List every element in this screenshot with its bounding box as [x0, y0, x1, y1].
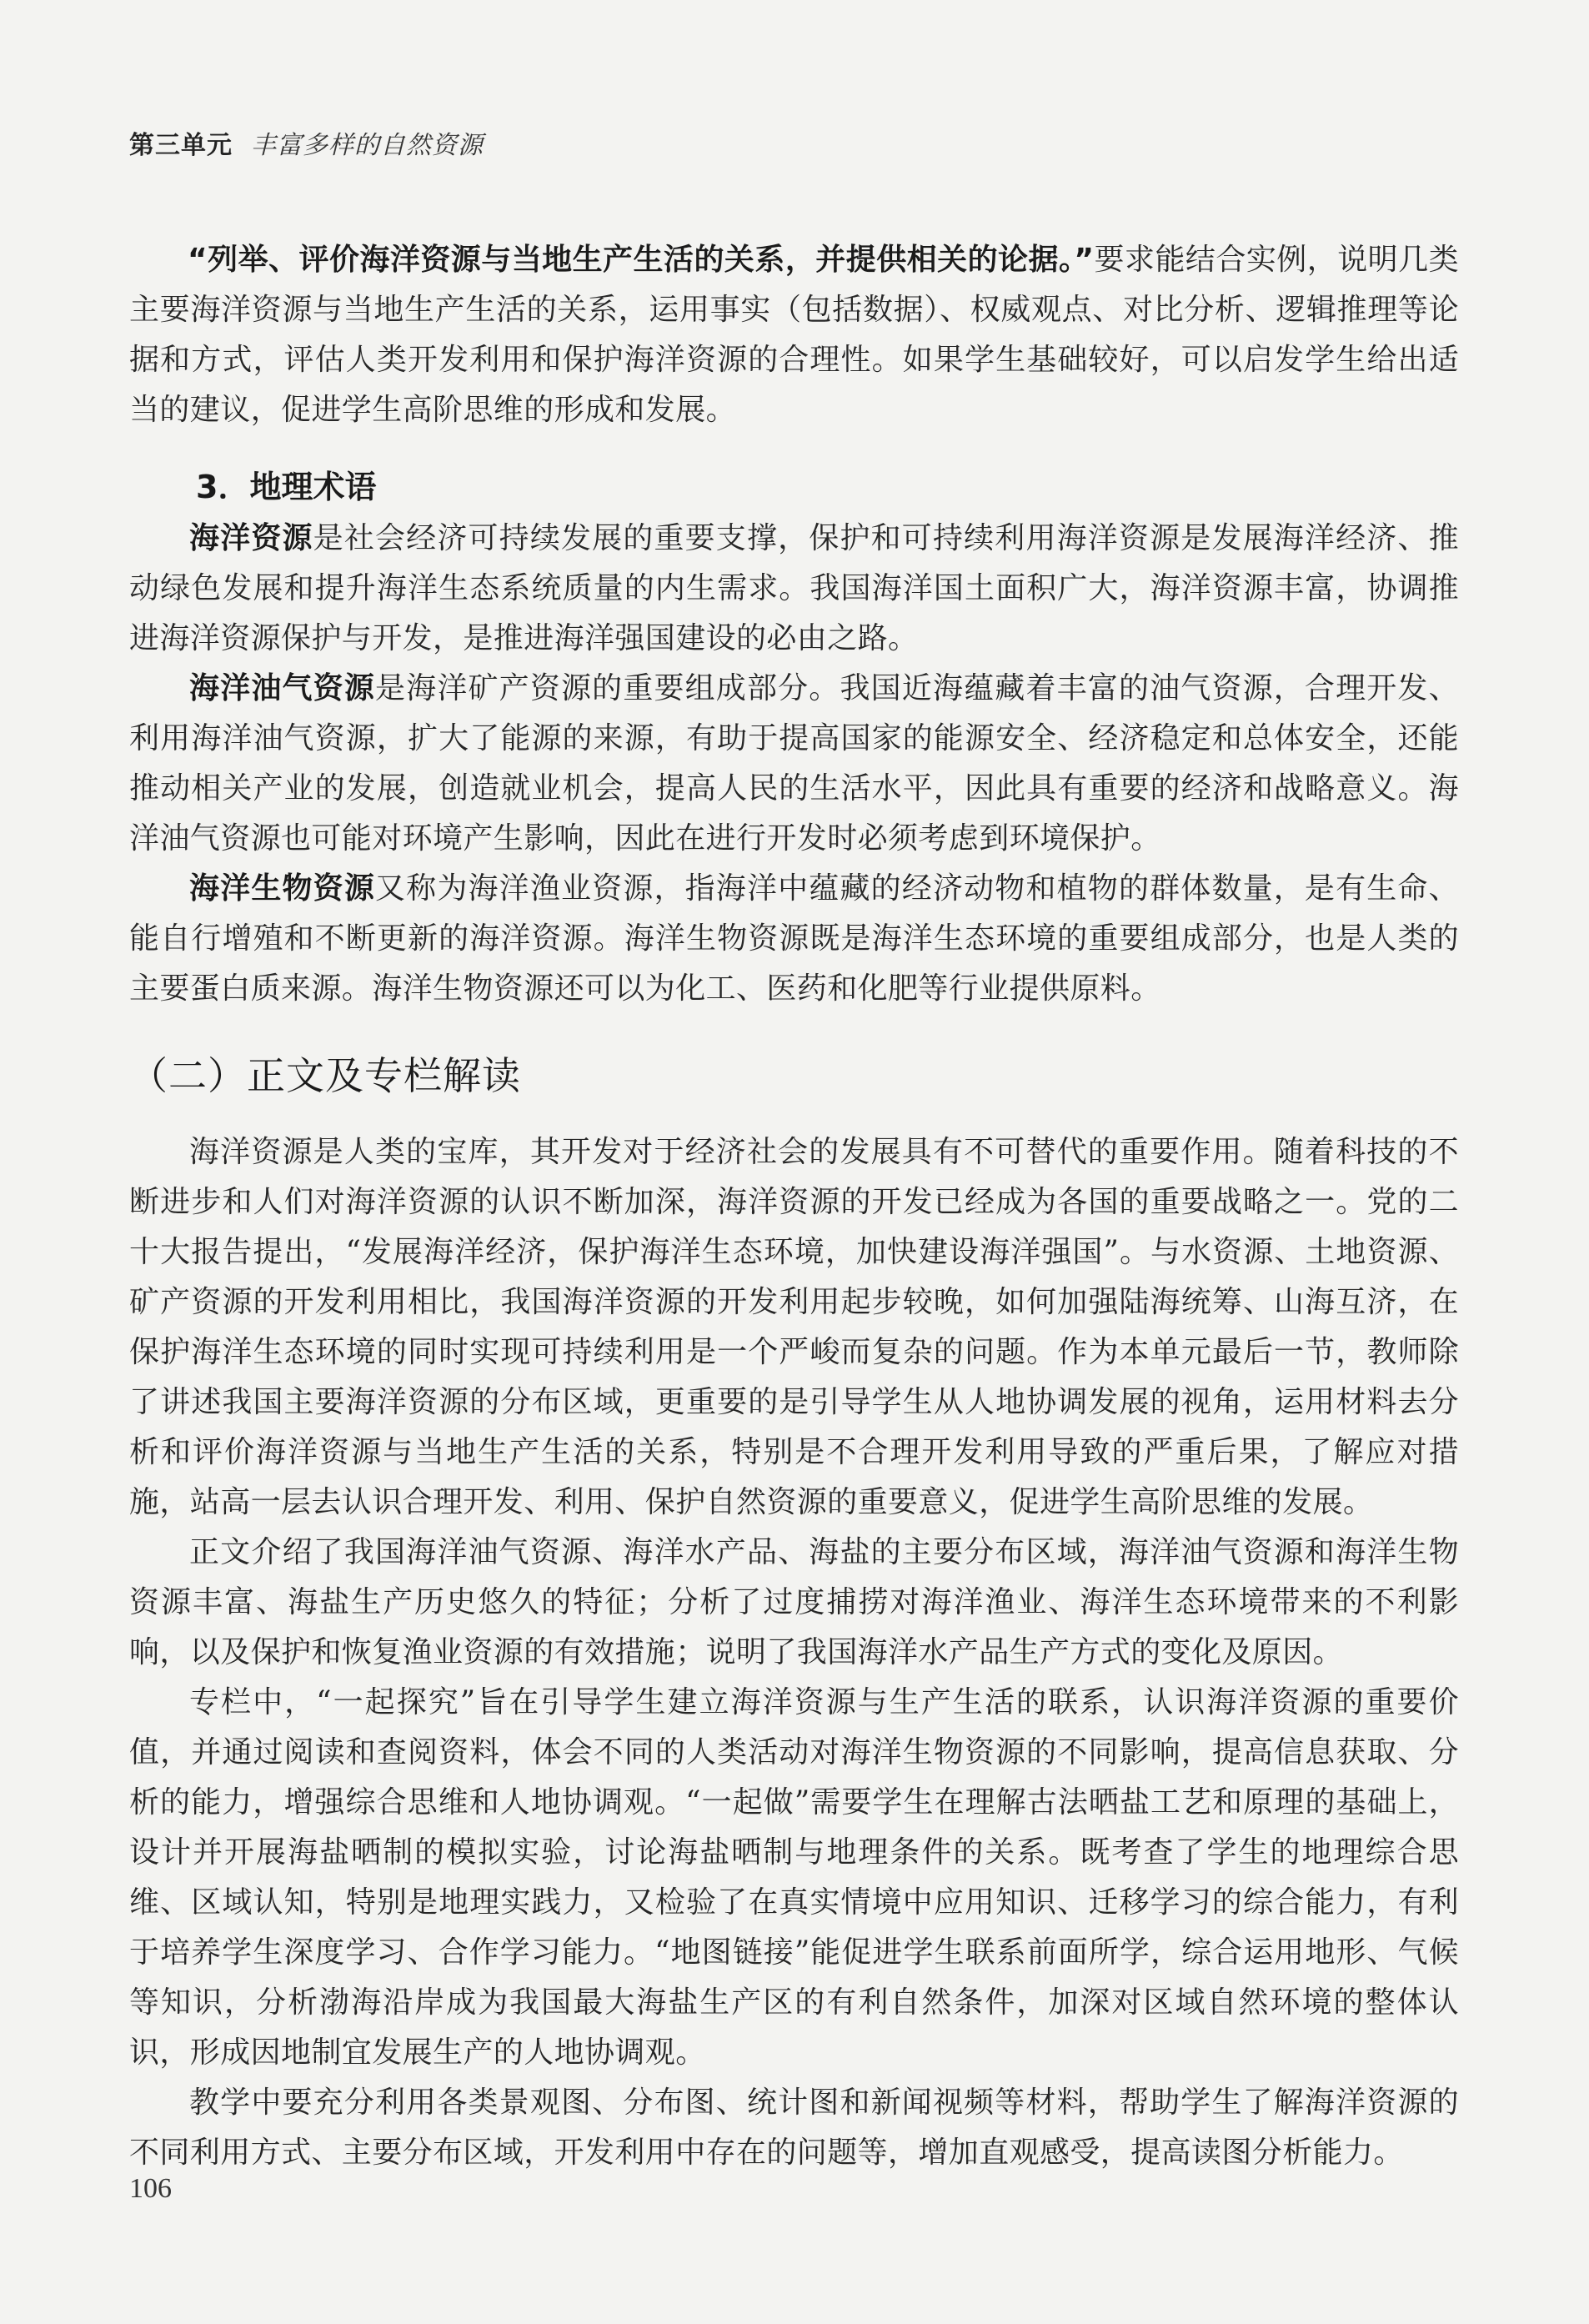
- body-paragraph: 正文介绍了我国海洋油气资源、海洋水产品、海盐的主要分布区域，海洋油气资源和海洋生物资源丰富、海盐生产历史悠久的特征；分析了过度捕捞对海洋渔业、海洋生态环境带来的不利影响，以及保护和恢复渔业资源的有效措施；说明了我国海洋水产品生产方式的变化及原因。: [129, 1535, 1459, 1669]
- term-name: 海洋生物资源: [189, 871, 375, 906]
- requirement-paragraph: [129, 235, 1459, 435]
- term-definition: 又称为海洋渔业资源，指海洋中蕴藏的经济动物和植物的群体数量，是有生命、能自行增殖和不断更新的海洋资源。海洋生物资源既是海洋生态环境的重要组成部分，也是人类的主要蛋白质来源。海洋生物资源还可以为化工、医药和化肥等行业提供原料。: [129, 871, 1459, 1006]
- requirement-text: 要求能结合实例，说明几类主要海洋资源与当地生产生活的关系，运用事实（包括数据）、权威观点、对比分析、逻辑推理等论据和方式，评估人类开发利用和保护海洋资源的合理性。如果学生基础较好，可以启发学生给出适当的建议，促进学生高阶思维的形成和发展。: [129, 243, 1459, 427]
- term-paragraph-biological: [129, 864, 1459, 1014]
- term-name: 海洋油气资源: [189, 671, 375, 705]
- term-definition: 是海洋矿产资源的重要组成部分。我国近海蕴藏着丰富的油气资源，合理开发、利用海洋油气资源，扩大了能源的来源，有助于提高国家的能源安全、经济稳定和总体安全，还能推动相关产业的发展，创造就业机会，提高人民的生活水平，因此具有重要的经济和战略意义。海洋油气资源也可能对环境产生影响，因此在进行开发时必须考虑到环境保护。: [129, 671, 1459, 856]
- requirement-quote: “列举、评价海洋资源与当地生产生活的关系，并提供相关的论据。”: [188, 243, 1095, 277]
- page-number: 106: [129, 2173, 172, 2204]
- body-paragraph: 教学中要充分利用各类景观图、分布图、统计图和新闻视频等材料，帮助学生了解海洋资源的不同利用方式、主要分布区域，开发利用中存在的问题等，增加直观感受，提高读图分析能力。: [129, 2086, 1459, 2170]
- unit-title: 丰富多样的自然资源: [251, 131, 484, 160]
- unit-label: 第三单元: [129, 131, 233, 160]
- term-paragraph-ocean-resources: [129, 514, 1459, 664]
- body-paragraph: 专栏中，“一起探究”旨在引导学生建立海洋资源与生产生活的联系，认识海洋资源的重要价值，并通过阅读和查阅资料，体会不同的人类活动对海洋生物资源的不同影响，提高信息获取、分析的能力，增强综合思维和人地协调观。“一起做”需要学生在理解古法晒盐工艺和原理的基础上，设计并开展海盐晒制的模拟实验，讨论海盐晒制与地理条件的关系。既考查了学生的地理综合思维、区域认知，特别是地理实践力，又检验了在真实情境中应用知识、迁移学习的综合能力，有利于培养学生深度学习、合作学习能力。“地图链接”能促进学生联系前面所学，综合运用地形、气候等知识，分析渤海沿岸成为我国最大海盐生产区的有利自然条件，加深对区域自然环境的整体认识，形成因地制宜发展生产的人地协调观。: [129, 1685, 1459, 2070]
- term-paragraph-oil-gas: [129, 664, 1459, 864]
- page-body: [129, 235, 1459, 2178]
- body-paragraph: 海洋资源是人类的宝库，其开发对于经济社会的发展具有不可替代的重要作用。随着科技的不断进步和人们对海洋资源的认识不断加深，海洋资源的开发已经成为各国的重要战略之一。党的二十大报告提出，“发展海洋经济，保护海洋生态环境，加快建设海洋强国”。与水资源、土地资源、矿产资源的开发利用相比，我国海洋资源的开发利用起步较晚，如何加强陆海统筹、山海互济，在保护海洋生态环境的同时实现可持续利用是一个严峻而复杂的问题。作为本单元最后一节，教师除了讲述我国主要海洋资源的分布区域，更重要的是引导学生从人地协调发展的视角，运用材料去分析和评价海洋资源与当地生产生活的关系，特别是不合理开发利用导致的严重后果，了解应对措施，站高一层去认识合理开发、利用、保护自然资源的重要意义，促进学生高阶思维的发展。: [129, 1135, 1459, 1519]
- terms-heading: 3．地理术语: [196, 469, 377, 505]
- running-header: [129, 129, 484, 163]
- term-name: 海洋资源: [189, 521, 313, 555]
- section-heading: （二）正文及专栏解读: [129, 1053, 521, 1098]
- term-definition: 是社会经济可持续发展的重要支撑，保护和可持续利用海洋资源是发展海洋经济、推动绿色发展和提升海洋生态系统质量的内生需求。我国海洋国土面积广大，海洋资源丰富，协调推进海洋资源保护与开发，是推进海洋强国建设的必由之路。: [129, 521, 1459, 655]
